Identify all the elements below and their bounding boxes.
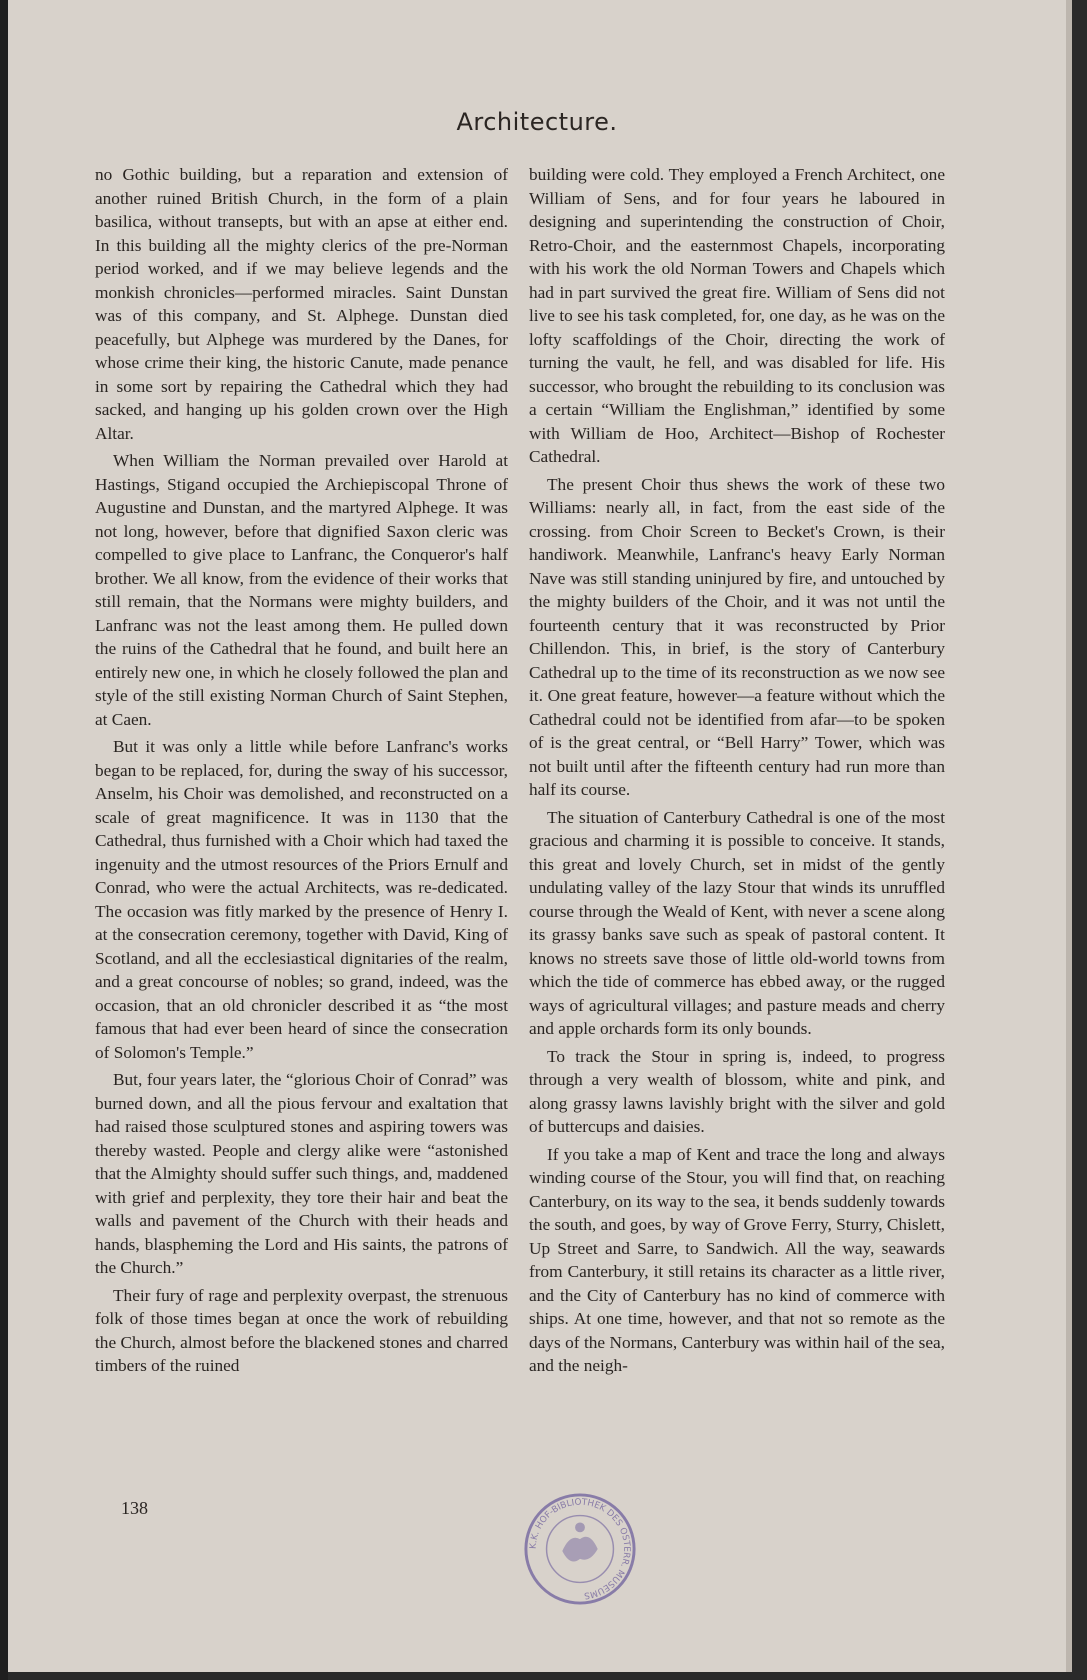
- paragraph: When William the Norman prevailed over Harold at Hastings, Stigand occupied the Archiepiscopal Throne of Augustine and Dunstan, and the martyred Alphege. It was not long, however, before that dignified Saxon cleric was compelled to give place to Lanfranc, the Conqueror's half brother. We all know, from the evidence of their works that still remain, that the Normans were mighty builders, and Lanfranc was not the least among them. He pulled down the ruins of the Cathedral that he found, and built here an entirely new one, in which he closely followed the plan and style of the still existing Norman Church of Saint Stephen, at Caen.: [95, 451, 508, 729]
- stamp-text: K.K. HOF-BIBLIOTHEK DES OSTERR. MUSEUMS: [528, 1497, 632, 1601]
- page-number: 138: [121, 1498, 148, 1518]
- paragraph: no Gothic building, but a reparation and extension of another ruined British Church, in the form of a plain basilica, without transepts, but with an apse at either end. In this building all the mighty clerics of the pre-Norman period worked, and if we may believe legends and the monkish chronicles—performed miracles. Saint Dunstan was of this company, and St. Alphege. Dunstan died peacefully, but Alphege was murdered by the Danes, for whose crime their king, the historic Canute, made penance in some sort by repairing the Cathedral which they had sacked, and hanging up his golden crown over the High Altar.: [95, 165, 508, 443]
- left-text-column: [95, 163, 508, 1382]
- paragraph: But, four years later, the “glorious Choir of Conrad” was burned down, and all the pious fervour and exaltation that had raised those sculptured stones and aspiring towers was thereby wasted. People and clergy alike were “astonished that the Almighty should suffer such things, and, maddened with grief and perplexity, they tore their hair and beat the walls and pavement of the Church with their heads and hands, blaspheming the Lord and His saints, the patrons of the Church.”: [95, 1070, 508, 1277]
- paragraph: To track the Stour in spring is, indeed, to progress through a very wealth of blossom, white and pink, and along grassy lawns lavishly bright with the silver and gold of buttercups and daisies.: [529, 1046, 945, 1136]
- paragraph: If you take a map of Kent and trace the long and always winding course of the Stour, you will find that, on reaching Canterbury, on its way to the sea, it bends suddenly towards the south, and goes, by way of Grove Ferry, Sturry, Chislett, Up Street and Sarre, to Sandwich. All the way, seawards from Canterbury, it still retains its character as a little river, and the City of Canterbury has no kind of commerce with ships. At one time, however, and that not so remote as the days of the Normans, Canterbury was within hail of the sea, and the neigh-: [529, 1144, 945, 1375]
- document-page: [8, 0, 1072, 1672]
- paragraph: building were cold. They employed a French Architect, one William of Sens, and for four years he laboured in designing and superintending the construction of Choir, Retro-Choir, and the easternmost Chapels, incorporating with his work the old Norman Towers and Chapels which had in part survived the great fire. William of Sens did not live to see his task completed, for, one day, as he was on the lofty scaffoldings of the Choir, directing the work of turning the vault, he fell, and was disabled for life. His successor, who brought the rebuilding to its conclusion was a certain “William the Englishman,” identified by some with William de Hoo, Architect—Bishop of Rochester Cathedral.: [529, 165, 945, 466]
- right-text-column: [529, 163, 945, 1382]
- paragraph: Their fury of rage and perplexity overpast, the strenuous folk of those times began at once the work of rebuilding the Church, almost before the blackened stones and charred timbers of the ruined: [95, 1285, 508, 1375]
- page-title: Architecture.: [456, 108, 618, 136]
- paragraph: The present Choir thus shews the work of these two Williams: nearly all, in fact, from the east side of the crossing. from Choir Screen to Becket's Crown, is their handiwork. Meanwhile, Lanfranc's heavy Early Norman Nave was still standing uninjured by fire, and untouched by the mighty builders of the Choir, and it was not until the fourteenth century that it was reconstructed by Prior Chillendon. This, in brief, is the story of Canterbury Cathedral up to the time of its reconstruction as we now see it. One great feature, however—a feature without which the Cathedral could not be identified from afar—to be spoken of is the great central, or “Bell Harry” Tower, which was not built until after the fifteenth century had run more than half its course.: [529, 474, 945, 799]
- paragraph: But it was only a little while before Lanfranc's works began to be replaced, for, during the sway of his successor, Anselm, his Choir was demolished, and reconstructed on a scale of great magnificence. It was in 1130 that the Cathedral, thus furnished with a Choir which had taxed the ingenuity and the utmost resources of the Priors Ernulf and Conrad, who were the actual Architects, was re-dedicated. The occasion was fitly marked by the presence of Henry I. at the consecration ceremony, together with David, King of Scotland, and all the ecclesiastical dignitaries of the realm, and a great concourse of nobles; so grand, indeed, was the occasion, that an old chronicler described it as “the most famous that had ever been heard of since the consecration of Solomon's Temple.”: [95, 737, 508, 1062]
- paragraph: The situation of Canterbury Cathedral is one of the most gracious and charming it is possible to conceive. It stands, this great and lovely Church, set in midst of the gently undulating valley of the lazy Stour that winds its unruffled course through the Weald of Kent, with never a scene along its grassy banks save such as speak of pastoral content. It knows no streets save those of little old-world towns from which the tide of commerce has ebbed away, or the rugged ways of agricultural villages; and pasture meads and cherry and apple orchards form its only bounds.: [529, 807, 945, 1038]
- page-left-edge: [0, 0, 8, 1680]
- library-stamp-icon: [521, 1490, 639, 1608]
